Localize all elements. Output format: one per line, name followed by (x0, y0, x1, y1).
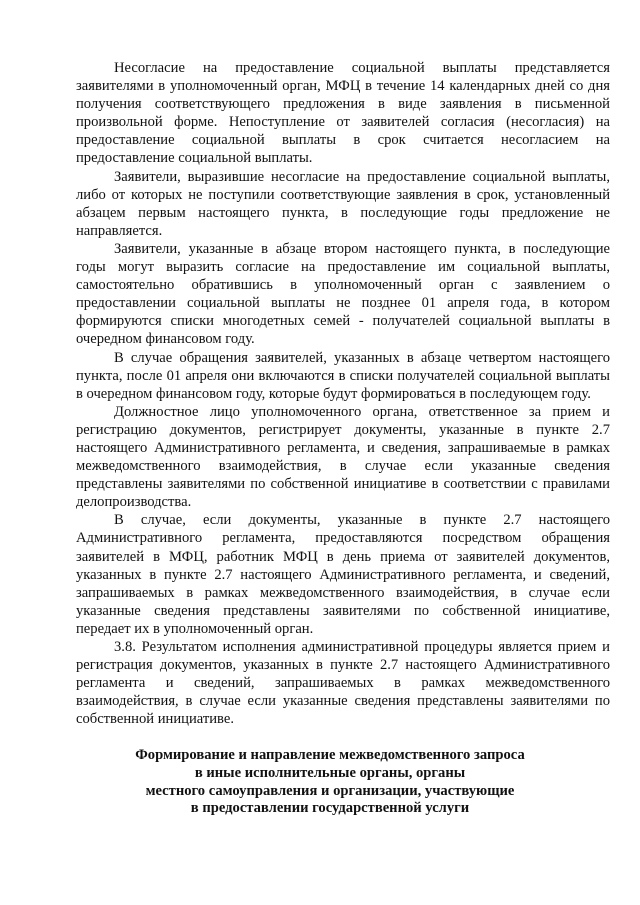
paragraph-registration: Должностное лицо уполномоченного органа, ответственное за прием и регистрацию документов, регистрирует документы, указанные в пункте 2.7 настоящего Административного регламента, и сведения, запрашиваемые в рамках межведомственного взаимодействия, в случае если указанные сведения представлены заявителями по собственной инициативе в соответствии с правилами делопроизводства. (76, 403, 610, 511)
heading-line: в иные исполнительные органы, органы (194, 765, 466, 782)
document-page (76, 59, 610, 818)
paragraph-result: 3.8. Результатом исполнения административной процедуры является прием и регистрация документов, указанных в пункте 2.7 настоящего Административного регламента и сведений, запрашиваемых в рамках межведомственного взаимодействия, в случае если указанные сведения представлены заявителями по собственной инициативе. (76, 639, 610, 728)
paragraph-no-offer: Заявители, выразившие несогласие на предоставление социальной выплаты, либо от которых не поступили соответствующие заявления в срок, установленный абзацем первым настоящего пункта, в последующие годы предложение не направляется. (76, 168, 610, 239)
heading-line: в предоставлении государственной услуги (190, 800, 470, 817)
section-heading (76, 747, 610, 817)
heading-line: местного самоуправления и организации, участвующие (145, 782, 515, 799)
paragraph-mfc: В случае, если документы, указанные в пункте 2.7 настоящего Административного регламента, предоставляются посредством обращения заявителей в МФЦ, работник МФЦ в день приема от заявителей документов, указанных в пункте 2.7 настоящего Административного регламента, и сведений, запрашиваемых в рамках межведомственного взаимодействия, в случае если указанные сведения представлены заявителями по собственной инициативе, передает их в уполномоченный орган. (76, 512, 610, 637)
paragraph-later-consent: Заявители, указанные в абзаце втором настоящего пункта, в последующие годы могут выразить согласие на предоставление им социальной выплаты, самостоятельно обратившись в уполномоченный орган с заявлением о предоставлении социальной выплаты не позднее 01 апреля года, в котором формируются списки многодетных семей - получателей социальной выплаты в очередном финансовом году. (76, 240, 610, 348)
paragraph-disagreement: Несогласие на предоставление социальной выплаты представляется заявителями в уполномоченный орган, МФЦ в течение 14 календарных дней со дня получения соответствующего предложения в виде заявления в письменной произвольной форме. Непоступление от заявителей согласия (несогласия) на предоставление социальной выплаты в срок считается несогласием на предоставление социальной выплаты. (76, 60, 610, 167)
paragraph-after-april: В случае обращения заявителей, указанных в абзаце четвертом настоящего пункта, после 01 апреля они включаются в списки получателей социальной выплаты в очередном финансовом году, которые будут формироваться в последующем году. (76, 349, 610, 402)
heading-line: Формирование и направление межведомственного запроса (135, 747, 525, 764)
